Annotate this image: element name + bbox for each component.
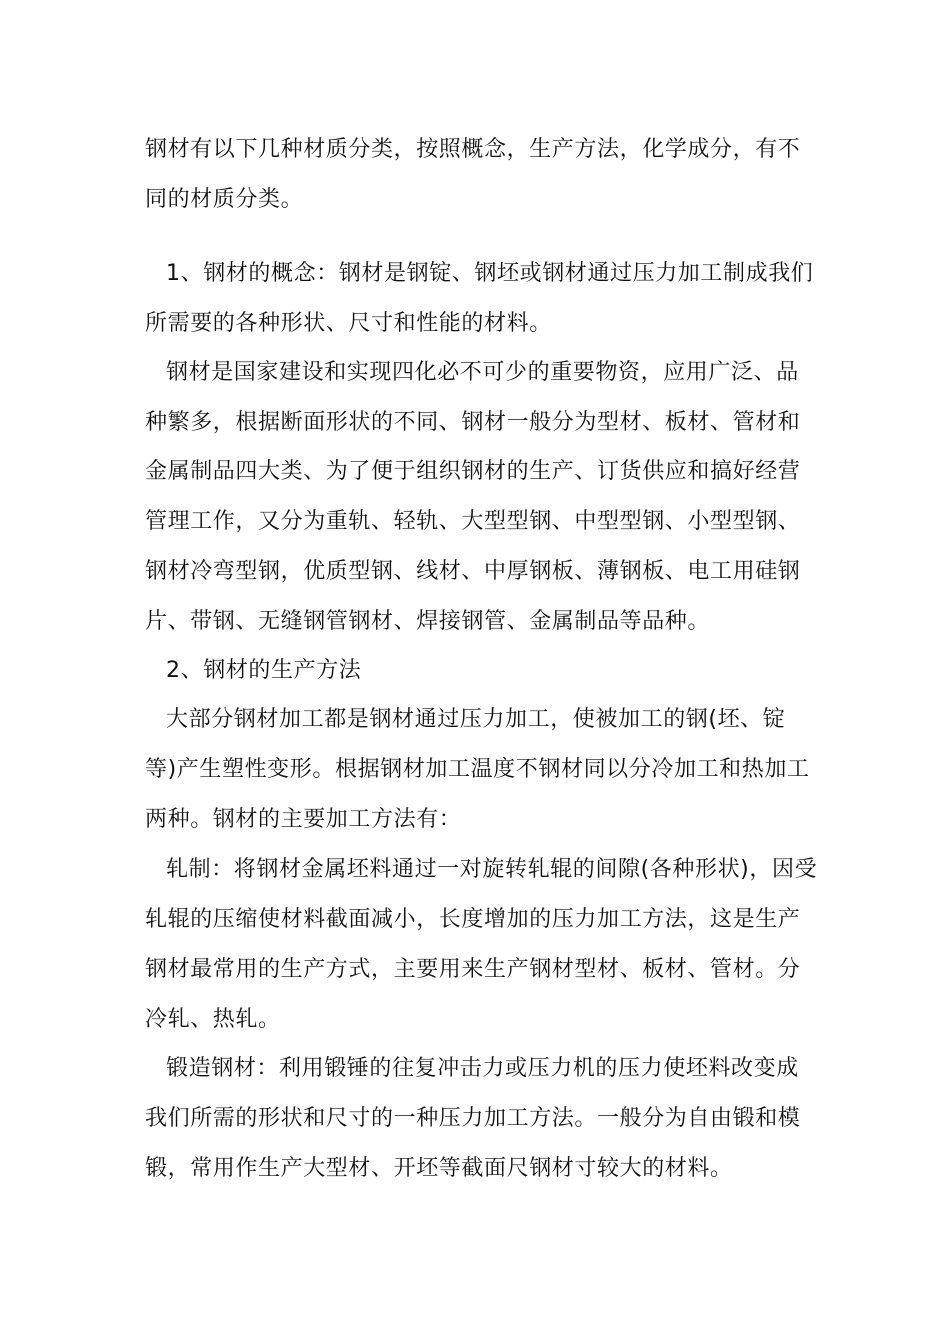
text-line: 轧制：将钢材金属坯料通过一对旋转轧辊的间隙(各种形状)，因受 <box>166 857 818 882</box>
text-line: 锻，常用作生产大型材、开坯等截面尺钢材寸较大的材料。 <box>145 1156 733 1181</box>
text-line: 钢材有以下几种材质分类，按照概念，生产方法，化学成分，有不 <box>145 137 801 162</box>
text-line: 管理工作，又分为重轨、轻轨、大型型钢、中型型钢、小型型钢、 <box>145 509 801 534</box>
text-line: 锻造钢材：利用锻锤的往复冲击力或压力机的压力使坯料改变成 <box>166 1056 799 1081</box>
text-line: 两种。钢材的主要加工方法有： <box>145 807 462 832</box>
text-line: 同的材质分类。 <box>145 187 304 212</box>
text-line: 所需要的各种形状、尺寸和性能的材料。 <box>145 311 552 336</box>
text-line: 片、带钢、无缝钢管钢材、焊接钢管、金属制品等品种。 <box>145 609 711 634</box>
text-line: 我们所需的形状和尺寸的一种压力加工方法。一般分为自由锻和模 <box>145 1106 801 1131</box>
section-heading: 1、钢材的概念：钢材是钢锭、钢坯或钢材通过压力加工制成我们 <box>166 261 814 286</box>
text-line: 钢材冷弯型钢，优质型钢、线材、中厚钢板、薄钢板、电工用硅钢 <box>145 559 801 584</box>
text-line: 钢材最常用的生产方式，主要用来生产钢材型材、板材、管材。分 <box>145 957 801 982</box>
text-line: 大部分钢材加工都是钢材通过压力加工，使被加工的钢(坯、锭 <box>166 707 786 732</box>
section-heading: 2、钢材的生产方法 <box>166 658 362 683</box>
text-line: 等)产生塑性变形。根据钢材加工温度不钢材同以分冷加工和热加工 <box>145 757 810 782</box>
text-line: 种繁多，根据断面形状的不同、钢材一般分为型材、板材、管材和 <box>145 410 801 435</box>
text-line: 金属制品四大类、为了便于组织钢材的生产、订货供应和搞好经营 <box>145 459 801 484</box>
text-line: 轧辊的压缩使材料截面减小，长度增加的压力加工方法，这是生产 <box>145 907 801 932</box>
text-line: 冷轧、热轧。 <box>145 1007 281 1032</box>
text-line: 钢材是国家建设和实现四化必不可少的重要物资，应用广泛、品 <box>166 360 799 385</box>
